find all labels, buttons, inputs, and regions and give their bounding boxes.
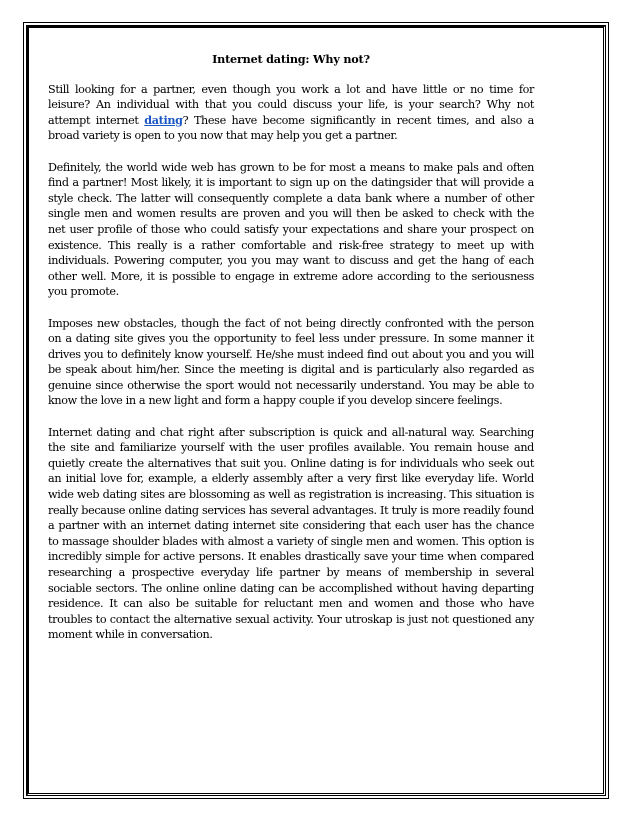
- document-body: [48, 52, 534, 659]
- paragraph-1: [48, 82, 534, 144]
- document-title: Internet dating: Why not?: [212, 52, 370, 66]
- dating-link[interactable]: dating: [144, 112, 183, 127]
- paragraph-2: Definitely, the world wide web has grown to be for most a means to make pals and often find a partner! Most likely, it is important to sign up on the datingsider that will provide a style check. The latter will consequently complete a data bank where a number of other single men and women results are proven and you will then be asked to check with the net user profile of those who could satisfy your expectations and share your prospect on existence. This really is a rather comfortable and risk-free strategy to meet up with individuals. Powering computer, you you may want to discuss and get the hang of each other well. More, it is possible to engage in extreme adore according to the seriousness you promote.: [48, 160, 534, 299]
- paragraph-4: Internet dating and chat right after subscription is quick and all-natural way. Searching the site and familiarize yourself with the user profiles available. You remain house and quietly create the alternatives that suit you. Online dating is for individuals who seek out an initial love for, example, a elderly assembly after a very first like everyday life. World wide web dating sites are blossoming as well as registration is increasing. This situation is really because online dating services has several advantages. It truly is more readily found a partner with an internet dating internet site considering that each user has the chance to massage shoulder blades with almost a variety of single men and women. This option is incredibly simple for active persons. It enables drastically save your time when compared researching a prospective everyday life partner by means of membership in several sociable sectors. The online online dating can be accomplished without having departing residence. It can also be suitable for reluctant men and women and those who have troubles to contact the alternative sexual activity. Your utroskap is just not questioned any moment while in conversation.: [48, 425, 534, 642]
- paragraph-3: Imposes new obstacles, though the fact of not being directly confronted with the person on a dating site gives you the opportunity to feel less under pressure. In some manner it drives you to definitely know yourself. He/she must indeed find out about you and you will be speak about him/her. Since the meeting is digital and is particularly also regarded as genuine since otherwise the sport would not necessarily understand. You may be able to know the love in a new light and form a happy couple if you develop sincere feelings.: [48, 316, 534, 408]
- paragraph-1-text-after-link: ? These have become significantly in recent times, and also a broad variety is open to you now that may help you get a partner.: [48, 113, 535, 143]
- paragraph-1-text-before-link: Still looking for a partner, even though you work a lot and have little or no time for leisure? An individual with that you could discuss your life, is your search? Why not attempt internet: [48, 82, 534, 127]
